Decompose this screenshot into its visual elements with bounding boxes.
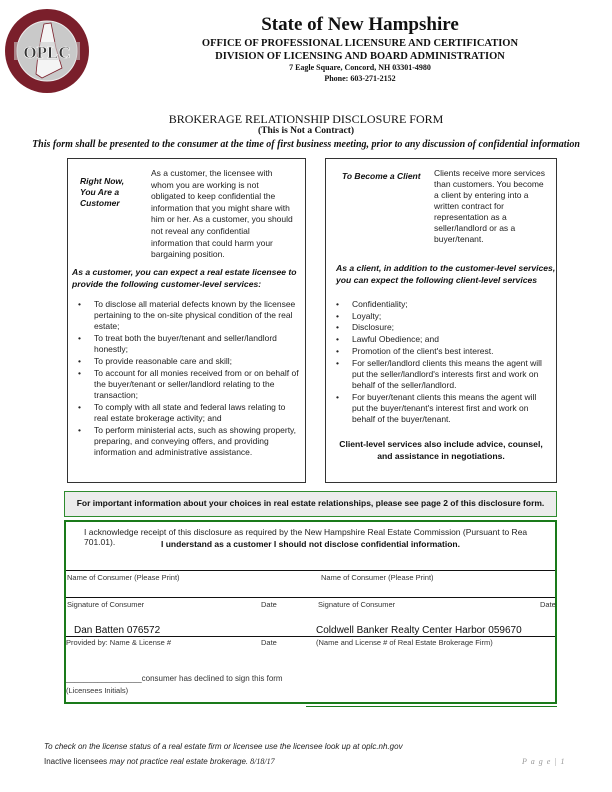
licensee-name-value[interactable]: Dan Batten 076572 — [74, 625, 161, 636]
inactive-licensee-note — [44, 757, 275, 766]
division-name: DIVISION OF LICENSING AND BOARD ADMINISTRATION — [215, 51, 505, 62]
customer-label — [80, 176, 150, 209]
list-item: • For buyer/tenant clients this means the agent will put the buyer/tenant's interest first and work on behalf of the buyer/tenant. — [336, 391, 537, 425]
agency-phone: Phone: 603-271-2152 — [324, 74, 396, 83]
page2-notice: For important information about your choices in real estate relationships, please see page 2 of this disclosure form. — [64, 491, 557, 517]
page-number: P a g e | 1 — [522, 757, 566, 766]
service-text: Disclosure; — [352, 322, 395, 333]
ack-bottom-rule — [306, 706, 557, 707]
list-item: • Disclosure; — [336, 322, 395, 333]
acknowledgement-bold: I understand as a customer I should not disclose confidential information. — [161, 539, 460, 549]
service-text: To provide reasonable care and skill; — [94, 356, 232, 367]
customer-section — [67, 158, 306, 483]
customer-label-line: You Are a — [80, 187, 120, 197]
provided-by-label: Provided by: Name & License # — [66, 638, 172, 647]
client-section — [325, 158, 557, 483]
agency-title: State of New Hampshire — [261, 14, 459, 35]
date-label-1: Date — [261, 600, 277, 609]
consumer-signature-label-2: Signature of Consumer — [318, 600, 396, 609]
customer-services-list — [72, 299, 300, 459]
license-lookup-note: To check on the license status of a real estate firm or licensee use the licensee look up at oplc.nh.gov — [44, 742, 403, 751]
list-item: • To perform ministerial acts, such as showing property, preparing, and conveying offers, and providing information and administrative assistance. — [78, 424, 297, 458]
form-note: This form shall be presented to the consumer at the time of first business meeting, prior to any discussion of confidential information — [32, 139, 580, 150]
consumer-name-label-1: Name of Consumer (Please Print) — [67, 573, 180, 582]
service-text: Lawful Obedience; and — [352, 334, 439, 345]
initials-blank[interactable]: _________________ — [66, 674, 142, 683]
firm-name-value[interactable]: Coldwell Banker Realty Center Harbor 059670 — [316, 625, 522, 636]
client-description: Clients receive more services than customers. You become a client by entering into a written contract for representation as a seller/landlord or as a buyer/tenant. — [434, 168, 546, 244]
list-item: • To account for all monies received from or on behalf of the buyer/tenant or seller/landlord relating to the transaction; — [78, 367, 299, 401]
service-text: Promotion of the client's best interest. — [352, 345, 494, 356]
acknowledgement-text: I acknowledge receipt of this disclosure as required by the New Hampshire Real Estate Commission (Pursuant to Rea 701.01). — [84, 527, 528, 547]
service-text: Loyalty; — [352, 310, 382, 321]
service-text: To account for all monies received from or on behalf of the buyer/tenant or seller/landlord relating to the transaction; — [94, 367, 299, 401]
client-closing: Client-level services also include advice, counsel, and assistance in negotiations. — [339, 439, 543, 461]
client-services-lead: As a client, in addition to the customer-level services, you can expect the following client-level services — [336, 263, 556, 285]
list-item: • Confidentiality; — [336, 299, 408, 309]
inactive-text-italic: may not practice real estate brokerage. — [109, 757, 249, 766]
service-text: To comply with all state and federal laws relating to real estate brokerage activity; and — [94, 401, 286, 424]
client-services-list — [330, 299, 550, 426]
agency-address: 7 Eagle Square, Concord, NH 03301-4980 — [289, 63, 431, 72]
declined-statement — [66, 674, 283, 683]
form-title: BROKERAGE RELATIONSHIP DISCLOSURE FORM — [168, 112, 444, 126]
date-label-2: Date — [540, 600, 556, 609]
consumer-name-label-2: Name of Consumer (Please Print) — [321, 573, 434, 582]
signature-line[interactable] — [66, 597, 555, 598]
name-line[interactable] — [66, 570, 555, 571]
oplc-logo — [4, 8, 90, 94]
list-item: • To disclose all material defects known by the licensee pertaining to the on-site physical condition of the real estate; — [78, 299, 296, 332]
service-text: Confidentiality; — [352, 299, 408, 309]
list-item: • To comply with all state and federal laws relating to real estate brokerage activity; and — [78, 401, 286, 424]
customer-description: As a customer, the licensee with whom you are working is not obligated to keep confidential the information that you might share with him or her. As a customer, you should not reveal any confidential information that could harm your bargaining position. — [151, 168, 293, 260]
customer-label-line: Customer — [80, 198, 120, 208]
initials-label: (Licensees Initials) — [66, 686, 129, 695]
service-text: For buyer/tenant clients this means the agent will put the buyer/tenant's interest first and work on behalf of the buyer/tenant. — [352, 391, 537, 425]
list-item: • For seller/landlord clients this means the agent will put the seller/landlord's interests first and work on behalf of the seller/landlord. — [336, 357, 542, 390]
office-name: OFFICE OF PROFESSIONAL LICENSURE AND CERTIFICATION — [201, 38, 519, 49]
declined-text: consumer has declined to sign this form — [141, 674, 283, 683]
logo-text: OPLC — [23, 43, 71, 62]
firm-label: (Name and License # of Real Estate Brokerage Firm) — [316, 638, 493, 647]
list-item: • Lawful Obedience; and — [336, 334, 439, 345]
revision-date: 8/18/17 — [248, 757, 275, 766]
form-subtitle: (This is Not a Contract) — [257, 126, 355, 136]
client-label: To Become a Client — [342, 171, 421, 181]
service-text: To treat both the buyer/tenant and seller/landlord honestly; — [94, 333, 277, 355]
customer-services-lead: As a customer, you can expect a real estate licensee to provide the following customer-level services: — [72, 267, 297, 289]
date-label-3: Date — [261, 638, 277, 647]
list-item: • Promotion of the client's best interest. — [336, 345, 494, 356]
list-item: • To provide reasonable care and skill; — [78, 356, 232, 367]
customer-label-line: Right Now, — [80, 176, 125, 186]
list-item: • To treat both the buyer/tenant and seller/landlord honestly; — [78, 333, 277, 355]
service-text: To perform ministerial acts, such as showing property, preparing, and conveying offers, and providing information and administrative assistance. — [94, 424, 297, 458]
service-text: For seller/landlord clients this means the agent will put the seller/landlord's interests first and work on behalf of the seller/landlord. — [352, 357, 542, 390]
consumer-signature-label-1: Signature of Consumer — [67, 600, 145, 609]
inactive-text: Inactive licensees — [44, 757, 110, 766]
service-text: To disclose all material defects known by the licensee pertaining to the on-site physical condition of the real estate; — [94, 299, 296, 332]
list-item: • Loyalty; — [336, 310, 382, 321]
acknowledgement-section — [64, 520, 557, 704]
provider-line — [66, 636, 555, 637]
